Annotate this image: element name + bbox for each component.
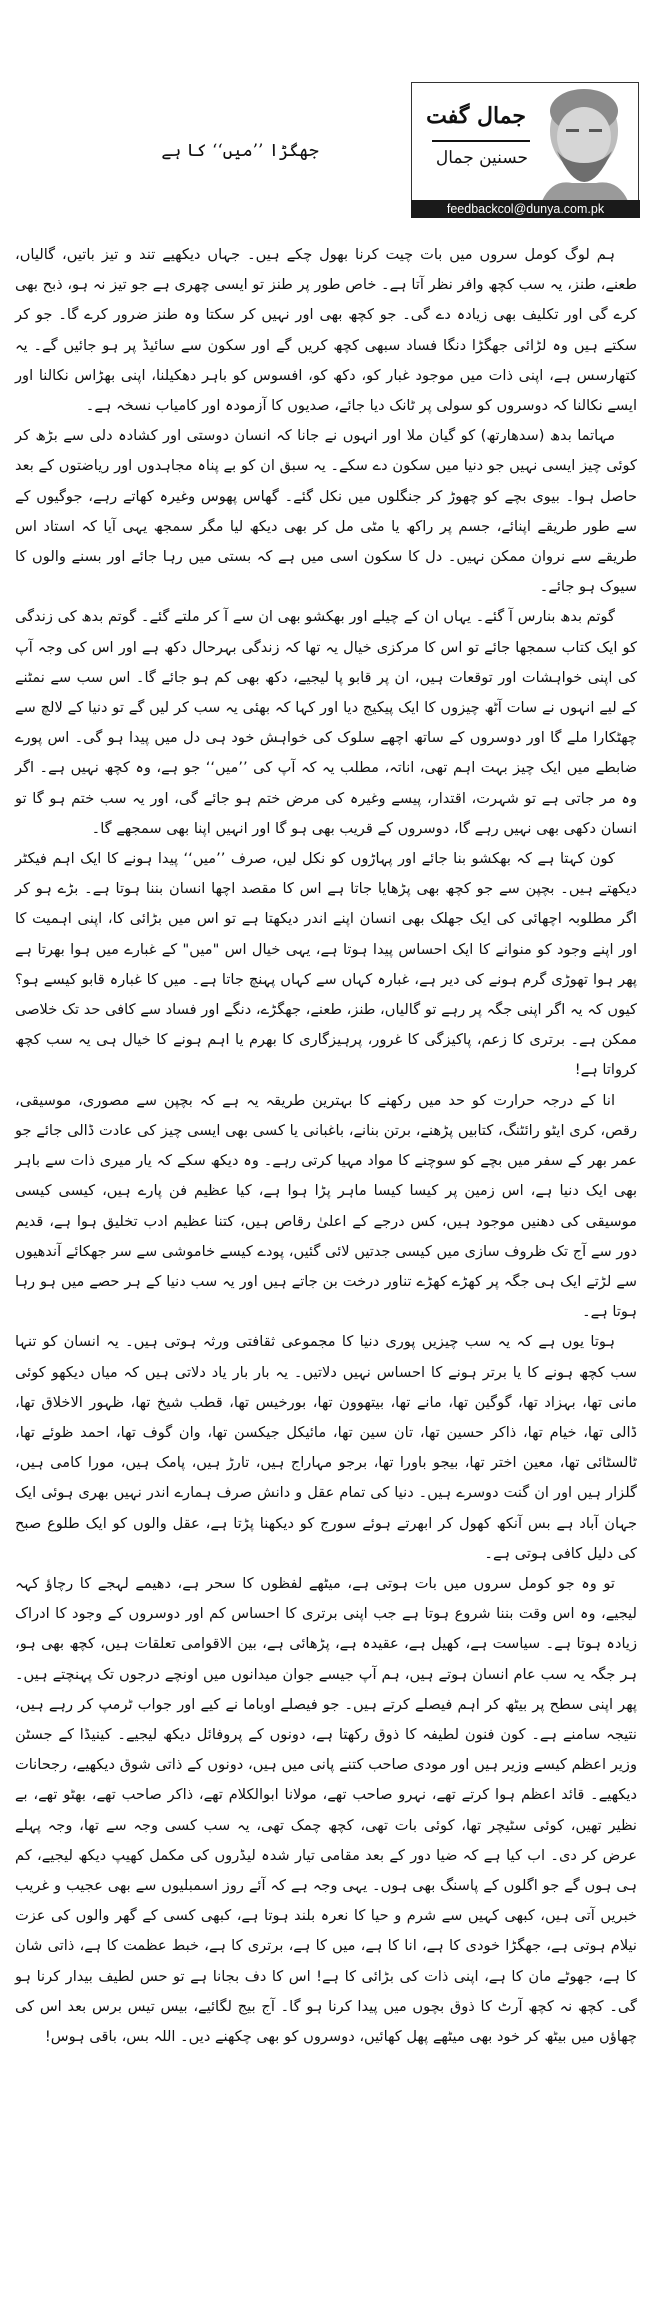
brand-divider <box>432 140 530 142</box>
author-name: حسنین جمال <box>435 148 528 168</box>
column-byline-box <box>411 82 639 202</box>
article-paragraph: تو وہ جو کومل سروں میں بات ہوتی ہے، میٹھے لفظوں کا سحر ہے، دھیمے لہجے کا رچاؤ کہہ لیجیے، وہ اس وقت بننا شروع ہوتا ہے جب اپنی برتری کا احساس کم اور دوسروں کے وجود کا ادراک زیادہ ہوتا ہے۔ سیاست ہے، کھیل ہے، عقیدہ ہے، پڑھائی ہے، بین الاقوامی تعلقات ہیں، کچھ بھی ہو، ہر جگہ یہ سب عام انسان ہوتے ہیں، ہم آپ جیسے جوان میدانوں میں اونچے درجوں تک پہنچتے ہیں۔ پھر اپنی سطح پر بیٹھ کر اہم فیصلے کرتے ہیں۔ جو فیصلے اوباما نے کیے اور جواب ٹرمپ کر رہے ہیں، نتیجہ سامنے ہے۔ کون فنون لطیفہ کا ذوق رکھتا ہے، دونوں کے پروفائل دیکھ لیجیے۔ کینیڈا کے جسٹن وزیر اعظم کیسے وزیر ہیں اور مودی صاحب کتنے پانی میں ہیں، دونوں کے ذاتی شوق دیکھیے، رجحانات دیکھیے۔ قائد اعظم ہوا کرتے تھے، نہرو صاحب تھے، مولانا ابوالکلام تھے، ذاکر صاحب تھے، بھٹو تھے، بے نظیر تھیں، کوئی سٹیچر تھا، کوئی بات تھی، کچھ چمک تھی، یہ سب کسی وجہ سے تھا، وجہ پہلے عرض کر دی۔ اب کیا ہے کہ ضیا دور کے بعد مقامی تیار شدہ لیڈروں کی مکمل کھیپ دیکھ لیجیے، کم ہی ہوں گے جو اگلوں کے پاسنگ بھی ہوں۔ یہی وجہ ہے کہ آئے روز اسمبلیوں سے بھی عجیب و غریب خبریں آتی ہیں، کبھی کہیں سے شرم و حیا کا نعرہ بلند ہوتا ہے، کبھی کسی کے گھر والوں کی عزت نیلام ہوتی ہے، جھگڑا خودی کا ہے، انا کا ہے، میں کا ہے، برتری کا ہے، خبط عظمت کا ہے، ذاتی شان کا ہے، جھوٹے مان کا ہے، اپنی ذات کی بڑائی کا ہے! اس کا دف بجانا ہے تو حس لطیف بیدار کرنا ہو گی۔ کچھ نہ کچھ آرٹ کا ذوق بچوں میں پیدا کرنا ہو گا۔ آج بیج لگائیے، بیس تیس برس بعد اس کی چھاؤں میں بیٹھ کر خود بھی میٹھے پھل کھائیں، دوسروں کو بھی چکھنے دیں۔ اللہ بس، باقی ہوس! <box>15 1574 637 2045</box>
article-paragraph: کون کہتا ہے کہ بھکشو بنا جائے اور پہاڑوں کو نکل لیں، صرف ’’میں‘‘ پیدا ہونے کا ایک اہم فیکٹر دیکھتے ہیں۔ بچپن سے جو کچھ بھی پڑھایا جاتا ہے اس کا مقصد اچھا انسان بننا ہوتا ہے۔ بڑے ہو کر اگر مطلوبہ اچھائی کی ایک جھلک بھی انسان اپنے اندر دیکھتا ہے تو اس میں بڑائی کا، اپنی اہمیت کا اور اپنے وجود کو منوانے کا ایک احساس پیدا ہوتا ہے، یہی خیال اس "میں" کے غبارے میں ہوا بھرتا ہے پھر ہوا تھوڑی گرم ہونے کی دیر ہے، غبارہ کہاں سے کہاں پہنچ جاتا ہے۔ میں کا غبارہ قابو کیسے ہو؟ کیوں کہ یہ اگر اپنی جگہ پر رہے تو گالیاں، طنز، طعنے، جھگڑے، دنگے اور فساد سے کافی حد تک خلاصی ممکن ہے۔ برتری کا زعم، پاکیزگی کا غرور، پرہیزگاری کا بھرم یا اہم ہونے کا خیال ہی یہ سب کچھ کرواتا ہے! <box>15 850 637 1079</box>
article-paragraph: انا کے درجہ حرارت کو حد میں رکھنے کا بہترین طریقہ یہ ہے کہ بچپن سے مصوری، موسیقی، رقص، کری ایٹو رائٹنگ، کتابیں پڑھنے، برتن بنانے، باغبانی یا کسی بھی ایسی چیز کی عادت ڈالی جائے جو عمر بھر کے سفر میں بچے کو سوچنے کا مواد مہیا کرتی رہے۔ وہ دیکھ سکے کہ یار میری ذات سے باہر بھی ایک دنیا ہے، اس زمین پر کیسا کیسا ماہر پڑا ہوا ہے، کیا عظیم فن پارے ہیں، کیسی کیسی موسیقی کی دھنیں موجود ہیں، کس درجے کے اعلیٰ رقاص ہیں، کتنا عظیم ادب تخلیق ہوا ہے، قدیم دور سے آج تک ظروف سازی میں کیسی جدتیں لائی گئیں، پودے کیسے خاموشی سے سر جھکائے آندھیوں سے لڑتے ایک ہی جگہ پر کھڑے کھڑے تناور درخت بن جاتے ہیں اور یہ سب دنیا کے ہر حصے میں ہو رہا ہوتا ہے۔ <box>15 1091 637 1321</box>
column-brand-logo: جمال گفت <box>426 103 526 129</box>
article-paragraph: ہوتا یوں ہے کہ یہ سب چیزیں پوری دنیا کا مجموعی ثقافتی ورثہ ہوتی ہیں۔ یہ انسان کو تنہا سب کچھ ہونے کا یا برتر ہونے کا احساس نہیں دلاتیں۔ یہ بار بار یاد دلاتی ہیں کہ میاں دیکھو کوئی مانی تھا، بہزاد تھا، گوگین تھا، مانے تھا، بیتھوون تھا، بورخیس تھا، قطب شیخ تھا، ظہور الاخلاق تھا، ڈالی تھا، خیام تھا، ذاکر حسین تھا، تان سین تھا، مائیکل جیکسن تھا، وان گوف تھا، احمد ظوئے تھا، ٹالسٹائی تھا، معین اختر تھا، بیجو باورا تھا، برجو مہاراج ہیں، تارڑ ہیں، پامک ہیں، مورا کامی ہیں، گلزار ہیں اور ان گنت دوسرے ہیں۔ دنیا کی تمام عقل و دانش صرف ہمارے اندر نہیں بھری ہوئی ایک جہان آباد ہے بس آنکھ کھول کر ابھرتے ہوئے سورج کو دیکھنا پڑتا ہے، عقل والوں کو ایک طلوع صبح کی دلیل کافی ہوتی ہے۔ <box>15 1333 637 1562</box>
article-paragraph: گوتم بدھ بنارس آ گئے۔ یہاں ان کے چیلے اور بھکشو بھی ان سے آ کر ملتے گئے۔ گوتم بدھ کی زندگی کو ایک کتاب سمجھا جائے تو اس کا مرکزی خیال یہ تھا کہ زندگی بہرحال دکھ ہے اور اس کی وجہ آپ کی اپنی خواہشات اور توقعات ہیں، ان پر قابو پا لیجیے، دکھ بھی کم ہو جائے گا۔ اس سب سے نمٹنے کے لیے انہوں نے سات آٹھ چیزوں کا ایک پیکیج دیا اور کہا کہ بھئی یہ سب کر لیں گے تو دنیا کے لالچ سے چھٹکارا ملے گا اور دوسروں کے ساتھ اچھے سلوک کی خواہش خود ہی دل میں پیدا ہو گی۔ اس پورے ضابطے میں ایک چیز بہت اہم تھی، اناتہ، مطلب یہ کہ آپ کی ’’میں‘‘ جو ہے، وہ کچھ نہیں ہے۔ اگر وہ مر جاتی ہے تو شہرت، اقتدار، پیسے وغیرہ کی مرض ختم ہو جائے گی، اور یہ سب ختم ہو گا تو انسان دکھی بھی نہیں رہے گا، دوسروں کے قریب بھی ہو گا اور انہیں اپنا بھی سمجھے گا۔ <box>15 608 637 837</box>
author-portrait-image <box>532 83 632 201</box>
article-paragraph: مہاتما بدھ (سدھارتھ) کو گیان ملا اور انہوں نے جانا کہ انسان دوستی اور کشادہ دلی سے بڑھ کر کوئی چیز ایسی نہیں جو دنیا میں سکون دے سکے۔ یہ سبق ان کو بے پناہ مجاہدوں اور ریاضتوں کے بعد حاصل ہوا۔ بیوی بچے کو چھوڑ کر جنگلوں میں نکل گئے۔ گھاس پھوس وغیرہ کھاتے رہے، جوگیوں کے سے طور طریقے اپنائے، جسم پر راکھ یا مٹی مل کر بھی دیکھ لیا مگر سمجھ یہی آیا کہ استاد اس طریقے سے نروان ممکن نہیں۔ دل کا سکون اسی میں ہے کہ بستی میں رہا جائے اور بسنے والوں کا سیوک ہو جائے۔ <box>15 427 637 596</box>
feedback-email[interactable]: feedbackcol@dunya.com.pk <box>411 200 640 218</box>
article-body <box>15 240 637 2052</box>
article-paragraph: ہم لوگ کومل سروں میں بات چیت کرنا بھول چکے ہیں۔ جہاں دیکھیے تند و تیز باتیں، گالیاں، طعنے، طنز، یہ سب کچھ وافر نظر آتا ہے۔ خاص طور پر طنز تو ایسی چھری ہے جو تیز نہ ہو، ذبح بھی کرے گی اور تکلیف بھی زیادہ دے گی۔ جو کچھ بھی اور نہیں کر سکتا وہ طنز ضرور کرے گا۔ جو کر سکتے ہیں وہ لڑائی جھگڑا دنگا فساد سبھی کچھ کریں گے اور سکون سے سائیڈ پر ہو جائیں گے۔ یہ کتھارسس ہے، اپنی ذات میں موجود غبار کو، دکھ کو، افسوس کو باہر دھکیلنا، اپنی بھڑاس نکالنا اور ایسے نکالنا کہ دوسروں کو سولی پر ٹانک دیا جائے، صدیوں کا آزمودہ اور کامیاب نسخہ ہے۔ <box>15 246 637 415</box>
article-headline: جھگڑا ’’میں‘‘ کا ہے <box>161 141 319 161</box>
